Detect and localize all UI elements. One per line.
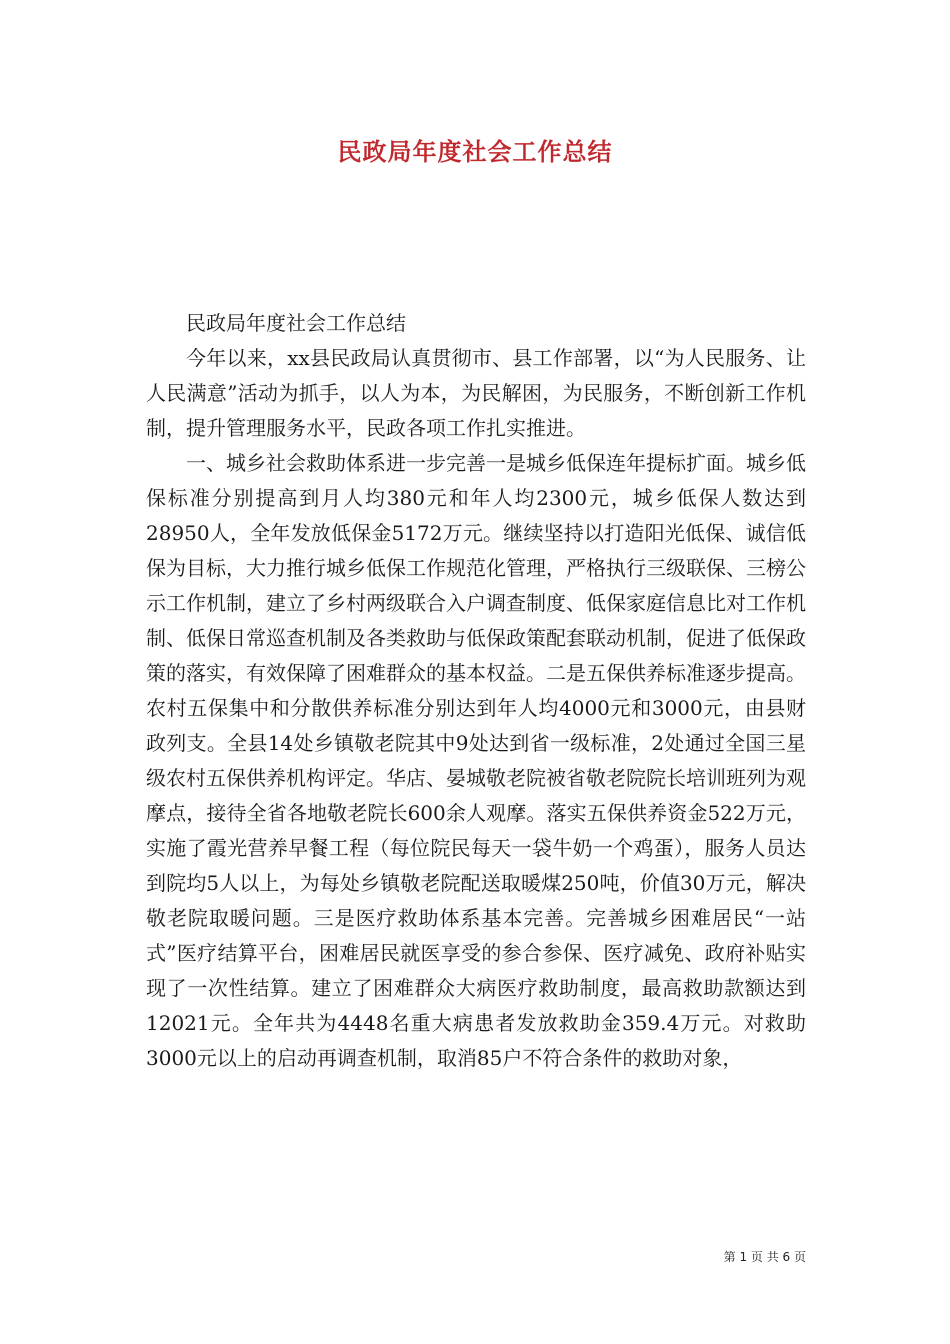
body-paragraph-section-one: 一、城乡社会救助体系进一步完善一是城乡低保连年提标扩面。城乡低保标准分别提高到月人均380元和年人均2300元，城乡低保人数达到28950人，全年发放低保金5172万元。继续坚持以打造阳光低保、诚信低保为目标，大力推行城乡低保工作规范化管理，严格执行三级联保、三榜公示工作机制，建立了乡村两级联合入户调查制度、低保家庭信息比对工作机制、低保日常巡查机制及各类救助与低保政策配套联动机制，促进了低保政策的落实，有效保障了困难群众的基本权益。二是五保供养标准逐步提高。农村五保集中和分散供养标准分别达到年人均4000元和3000元，由县财政列支。全县14处乡镇敬老院其中9处达到省一级标准，2处通过全国三星级农村五保供养机构评定。华店、晏城敬老院被省敬老院院长培训班列为观摩点，接待全省各地敬老院长600余人观摩。落实五保供养资金522万元，实施了霞光营养早餐工程（每位院民每天一袋牛奶一个鸡蛋），服务人员达到院均5人以上，为每处乡镇敬老院配送取暖煤250吨，价值30万元，解决敬老院取暖问题。三是医疗救助体系基本完善。完善城乡困难居民“一站式”医疗结算平台，困难居民就医享受的参合参保、医疗减免、政府补贴实现了一次性结算。建立了困难群众大病医疗救助制度，最高救助款额达到12021元。全年共为4448名重大病患者发放救助金359.4万元。对救助3000元以上的启动再调查机制，取消85户不符合条件的救助对象， <box>146 451 806 1070</box>
body-paragraph-heading: 民政局年度社会工作总结 <box>186 311 406 335</box>
document-title: 民政局年度社会工作总结 <box>337 137 613 166</box>
document-body <box>146 306 806 1076</box>
page-number: 第 1 页 共 6 页 <box>723 1250 806 1264</box>
body-paragraph-intro: 今年以来，xx县民政局认真贯彻市、县工作部署，以“为人民服务、让人民满意”活动为抓手，以人为本，为民解困，为民服务，不断创新工作机制，提升管理服务水平，民政各项工作扎实推进。 <box>146 346 806 440</box>
